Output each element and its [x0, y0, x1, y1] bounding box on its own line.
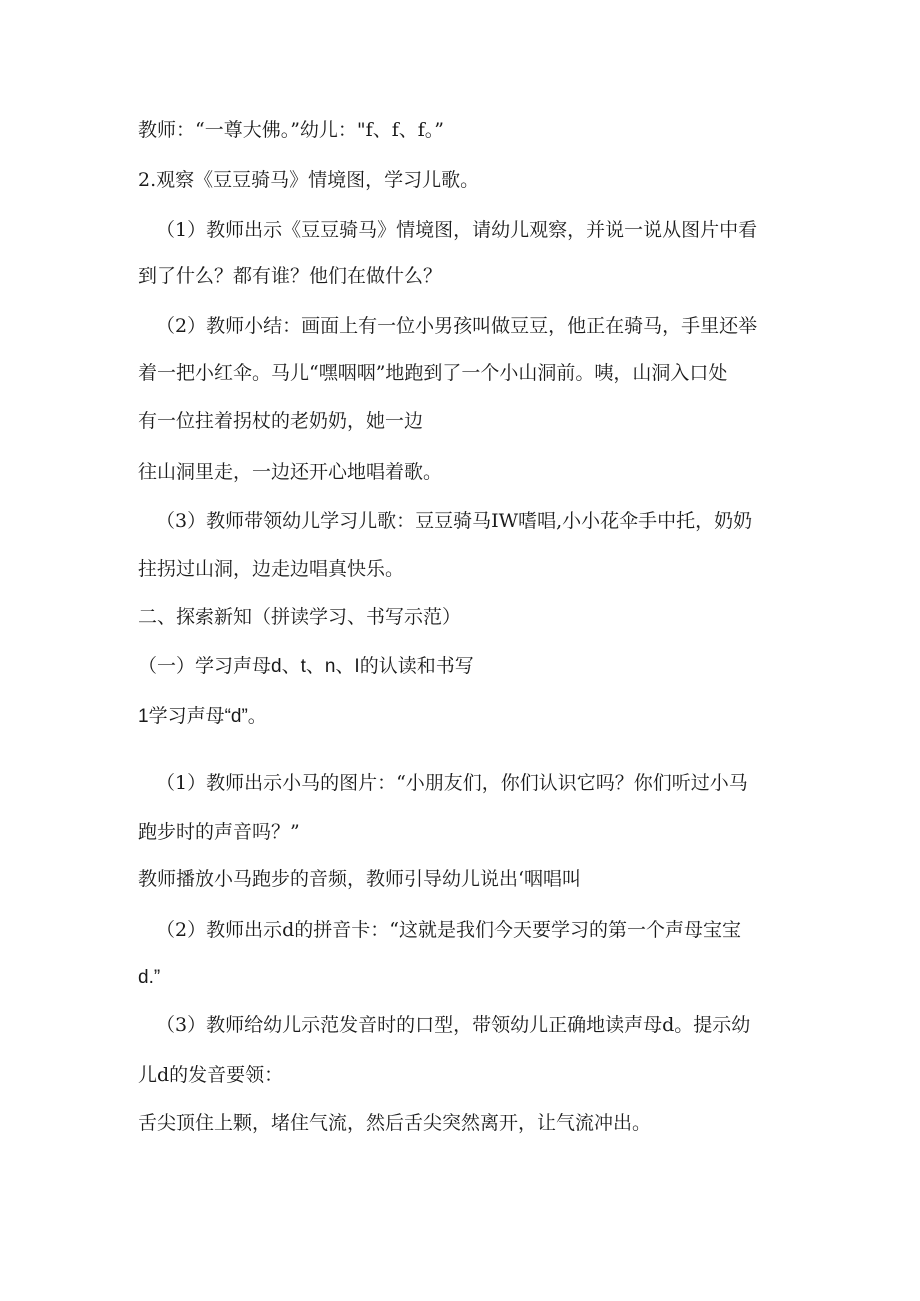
text-line-20: 儿d的发音要领： [138, 1064, 284, 1086]
text-line-18: d.” [138, 967, 161, 988]
text-line-1: 教师：“一尊大佛。”幼儿："f、f、f。” [138, 119, 444, 141]
text-line-14: （1）教师出示小马的图片：“小朋友们，你们认识它吗？你们听过小马 [156, 772, 748, 794]
text-line-4: 到了什么？都有谁？他们在做什么？ [138, 265, 443, 287]
text-line-21: 舌尖顶住上颗，堵住气流，然后舌尖突然离开，让气流冲出。 [138, 1112, 652, 1134]
text-line-17: （2）教师出示d的拼音卡：“这就是我们今天要学习的第一个声母宝宝 [156, 919, 741, 941]
text-line-13: 1学习声母“d”。 [138, 706, 267, 727]
text-line-8: 往山洞里走，一边还开心地唱着歌。 [138, 461, 443, 483]
text-line-6: 着一把小红伞。马儿“嘿咽咽”地跑到了一个小山洞前。咦，山洞入口处 [138, 362, 728, 384]
text-line-15: 跑步时的声音吗？” [138, 821, 300, 843]
section-heading: 二、探索新知（拼读学习、书写示范） [138, 606, 462, 628]
text-line-9: （3）教师带领幼儿学习儿歌：豆豆骑马IW嗜唱,小小花伞手中托，奶奶 [156, 510, 753, 532]
text-line-7: 有一位拄着拐杖的老奶奶，她一边 [138, 410, 424, 432]
subsection-heading: （一）学习声母d、t、n、I的认读和书写 [138, 656, 474, 677]
text-line-10: 拄拐过山洞，边走边唱真快乐。 [138, 558, 405, 580]
text-line-19: （3）教师给幼儿示范发音时的口型，带领幼儿正确地读声母d。提示幼 [156, 1014, 751, 1036]
text-line-3: （1）教师出示《豆豆骑马》情境图，请幼儿观察，并说一说从图片中看 [156, 219, 758, 241]
text-line-5: （2）教师小结：画面上有一位小男孩叫做豆豆，他正在骑马，手里还举 [156, 315, 758, 337]
text-line-2: 2.观察《豆豆骑马》情境图，学习儿歌。 [138, 169, 480, 191]
text-line-16: 教师播放小马跑步的音频，教师引导幼儿说出‘咽唱叫 [138, 868, 582, 890]
